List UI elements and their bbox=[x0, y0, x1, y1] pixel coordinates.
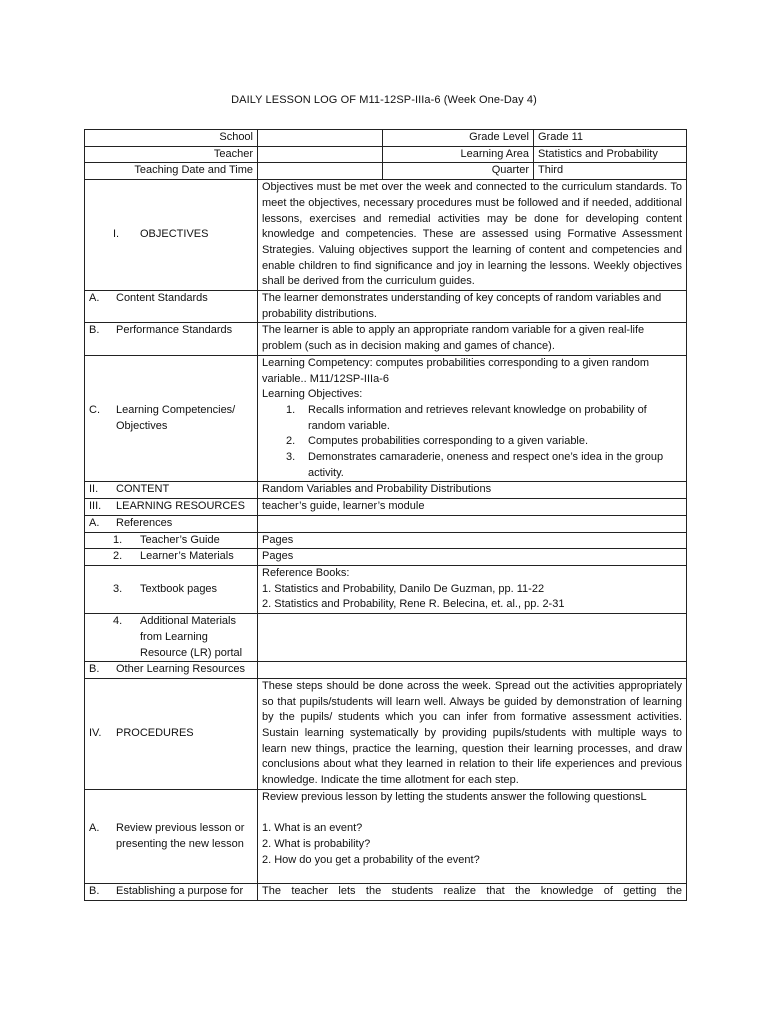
purpose-text-content: The teacher lets the students realize that the knowledge of getting the bbox=[262, 885, 682, 898]
list-text: Recalls information and retrieves relevant knowledge on probability of random variable. bbox=[308, 403, 647, 432]
section-label: OBJECTIVES bbox=[140, 228, 209, 241]
list-text: Computes probabilities corresponding to a given variable. bbox=[308, 435, 589, 448]
objectives-text: Objectives must be met over the week and connected to the curriculum standards. To meet the objectives, necessary procedures must be followed and if needed, additional lessons, exercises and remedial activities may be done for developing content knowledge and competencies. These are assessed using Formative Assessment Strategies. Valuing objectives support the learning of content and competencies and enable children to find significance and joy in learning the lessons. Weekly objectives shall be derived from the curriculum guides. bbox=[258, 180, 687, 291]
learning-resources-text: teacher’s guide, learner’s module bbox=[258, 499, 687, 516]
section-number: B. bbox=[89, 885, 100, 898]
review-question: 2. How do you get a probability of the event? bbox=[262, 853, 480, 866]
textbook-pages-label-cell bbox=[85, 565, 258, 613]
objectives-list bbox=[262, 403, 682, 482]
procedures-label-cell bbox=[85, 678, 258, 789]
grade-level-value: Grade 11 bbox=[534, 130, 687, 147]
date-label: Teaching Date and Time bbox=[85, 163, 258, 180]
other-resources-label-cell bbox=[85, 662, 258, 679]
section-number: I. bbox=[113, 228, 120, 241]
learners-materials-row bbox=[85, 549, 687, 566]
other-resources-text bbox=[258, 662, 687, 679]
references-label-cell bbox=[85, 515, 258, 532]
item-number: 3. bbox=[113, 582, 123, 595]
review-intro: Review previous lesson by letting the students answer the following questionsL bbox=[262, 790, 647, 803]
section-number: C. bbox=[89, 403, 100, 416]
school-value bbox=[258, 130, 383, 147]
objectives-heading: Learning Objectives: bbox=[262, 388, 363, 401]
section-number: IV. bbox=[89, 727, 102, 740]
content-label-cell bbox=[85, 482, 258, 499]
competencies-label-cell bbox=[85, 355, 258, 482]
reference-book-2: 2. Statistics and Probability, Rene R. Belecina, et. al., pp. 2-31 bbox=[262, 598, 565, 611]
content-standards-text: The learner demonstrates understanding of key concepts of random variables and probability distributions. bbox=[258, 291, 687, 323]
date-row bbox=[85, 163, 687, 180]
list-number: 2. bbox=[286, 435, 296, 448]
review-label-cell bbox=[85, 789, 258, 884]
review-row bbox=[85, 789, 687, 884]
section-label: Other Learning Resources bbox=[116, 663, 246, 676]
grade-level-label: Grade Level bbox=[383, 130, 534, 147]
additional-materials-row bbox=[85, 614, 687, 662]
competency-text: Learning Competency: computes probabilities corresponding to a given random variable.. M11/12SP-IIIa-6 bbox=[262, 356, 650, 385]
purpose-label-cell bbox=[85, 884, 258, 901]
learning-resources-row bbox=[85, 499, 687, 516]
teachers-guide-label-cell bbox=[85, 532, 258, 549]
section-number: B. bbox=[89, 663, 100, 676]
learning-area-label: Learning Area bbox=[383, 146, 534, 163]
teacher-value bbox=[258, 146, 383, 163]
competencies-content bbox=[258, 355, 687, 482]
review-content bbox=[258, 789, 687, 884]
section-number: A. bbox=[89, 821, 100, 834]
teacher-label: Teacher bbox=[85, 146, 258, 163]
content-standards-row bbox=[85, 291, 687, 323]
item-label: Teacher’s Guide bbox=[140, 533, 220, 546]
section-label: CONTENT bbox=[116, 483, 170, 496]
references-row bbox=[85, 515, 687, 532]
spacer bbox=[262, 806, 682, 822]
reference-book-1: 1. Statistics and Probability, Danilo De Guzman, pp. 11-22 bbox=[262, 582, 545, 595]
teacher-row bbox=[85, 146, 687, 163]
objectives-row bbox=[85, 180, 687, 291]
section-label: Learning Competencies/ Objectives bbox=[116, 403, 236, 432]
quarter-label: Quarter bbox=[383, 163, 534, 180]
section-number: A. bbox=[89, 292, 100, 305]
item-number: 2. bbox=[113, 550, 123, 563]
reference-books-heading: Reference Books: bbox=[262, 566, 350, 579]
section-label: Content Standards bbox=[116, 292, 208, 305]
performance-standards-row bbox=[85, 323, 687, 355]
content-standards-label-cell bbox=[85, 291, 258, 323]
section-label: Review previous lesson or presenting the new lesson bbox=[116, 821, 245, 850]
content-text: Random Variables and Probability Distributions bbox=[258, 482, 687, 499]
objectives-label-cell bbox=[85, 180, 258, 291]
section-number: II. bbox=[89, 483, 99, 496]
list-number: 1. bbox=[286, 403, 296, 416]
item-label: Textbook pages bbox=[140, 582, 218, 595]
additional-materials-label-cell bbox=[85, 614, 258, 662]
section-label: Establishing a purpose for bbox=[116, 885, 244, 898]
review-question: 2. What is probability? bbox=[262, 837, 371, 850]
other-resources-row bbox=[85, 662, 687, 679]
item-number: 1. bbox=[113, 533, 123, 546]
section-label: LEARNING RESOURCES bbox=[116, 500, 245, 513]
lesson-log-table bbox=[84, 129, 687, 901]
section-number: B. bbox=[89, 324, 100, 337]
textbook-pages-row bbox=[85, 565, 687, 613]
review-question: 1. What is an event? bbox=[262, 822, 363, 835]
competencies-row bbox=[85, 355, 687, 482]
item-label: Learner’s Materials bbox=[140, 550, 234, 563]
purpose-text bbox=[258, 884, 687, 901]
quarter-value: Third bbox=[534, 163, 687, 180]
section-label: PROCEDURES bbox=[116, 727, 194, 740]
procedures-row bbox=[85, 678, 687, 789]
section-number: A. bbox=[89, 516, 100, 529]
teachers-guide-row bbox=[85, 532, 687, 549]
learners-materials-label-cell bbox=[85, 549, 258, 566]
section-number: III. bbox=[89, 500, 102, 513]
list-item bbox=[262, 450, 682, 481]
references-text bbox=[258, 515, 687, 532]
learning-area-value: Statistics and Probability bbox=[534, 146, 687, 163]
additional-materials-text bbox=[258, 614, 687, 662]
school-row bbox=[85, 130, 687, 147]
teachers-guide-text: Pages bbox=[258, 532, 687, 549]
school-label: School bbox=[85, 130, 258, 147]
learning-resources-label-cell bbox=[85, 499, 258, 516]
purpose-row bbox=[85, 884, 687, 901]
item-number: 4. bbox=[113, 615, 123, 628]
section-label: Performance Standards bbox=[116, 324, 233, 337]
textbook-pages-content bbox=[258, 565, 687, 613]
list-item bbox=[262, 403, 682, 434]
list-number: 3. bbox=[286, 451, 296, 464]
performance-standards-label-cell bbox=[85, 323, 258, 355]
learners-materials-text: Pages bbox=[258, 549, 687, 566]
content-row bbox=[85, 482, 687, 499]
list-item bbox=[262, 434, 682, 450]
performance-standards-text: The learner is able to apply an appropriate random variable for a given real-life problem (such as in decision making and games of chance). bbox=[258, 323, 687, 355]
section-label: References bbox=[116, 516, 173, 529]
item-label: Additional Materials from Learning Resource (LR) portal bbox=[140, 615, 243, 659]
procedures-text: These steps should be done across the week. Spread out the activities appropriately so that pupils/students will learn well. Always be guided by demonstration of learning by the pupils/ students which you can infer from formative assessment activities. Sustain learning systematically by providing pupils/students with multiple ways to learn new things, practice the learning, question their learning processes, and draw conclusions about what they learned in relation to their life experiences and previous knowledge. Indicate the time allotment for each step. bbox=[258, 678, 687, 789]
page-title: DAILY LESSON LOG OF M11-12SP-IIIa-6 (Week One-Day 4) bbox=[231, 94, 537, 106]
date-value bbox=[258, 163, 383, 180]
list-text: Demonstrates camaraderie, oneness and respect one’s idea in the group activity. bbox=[308, 451, 664, 479]
